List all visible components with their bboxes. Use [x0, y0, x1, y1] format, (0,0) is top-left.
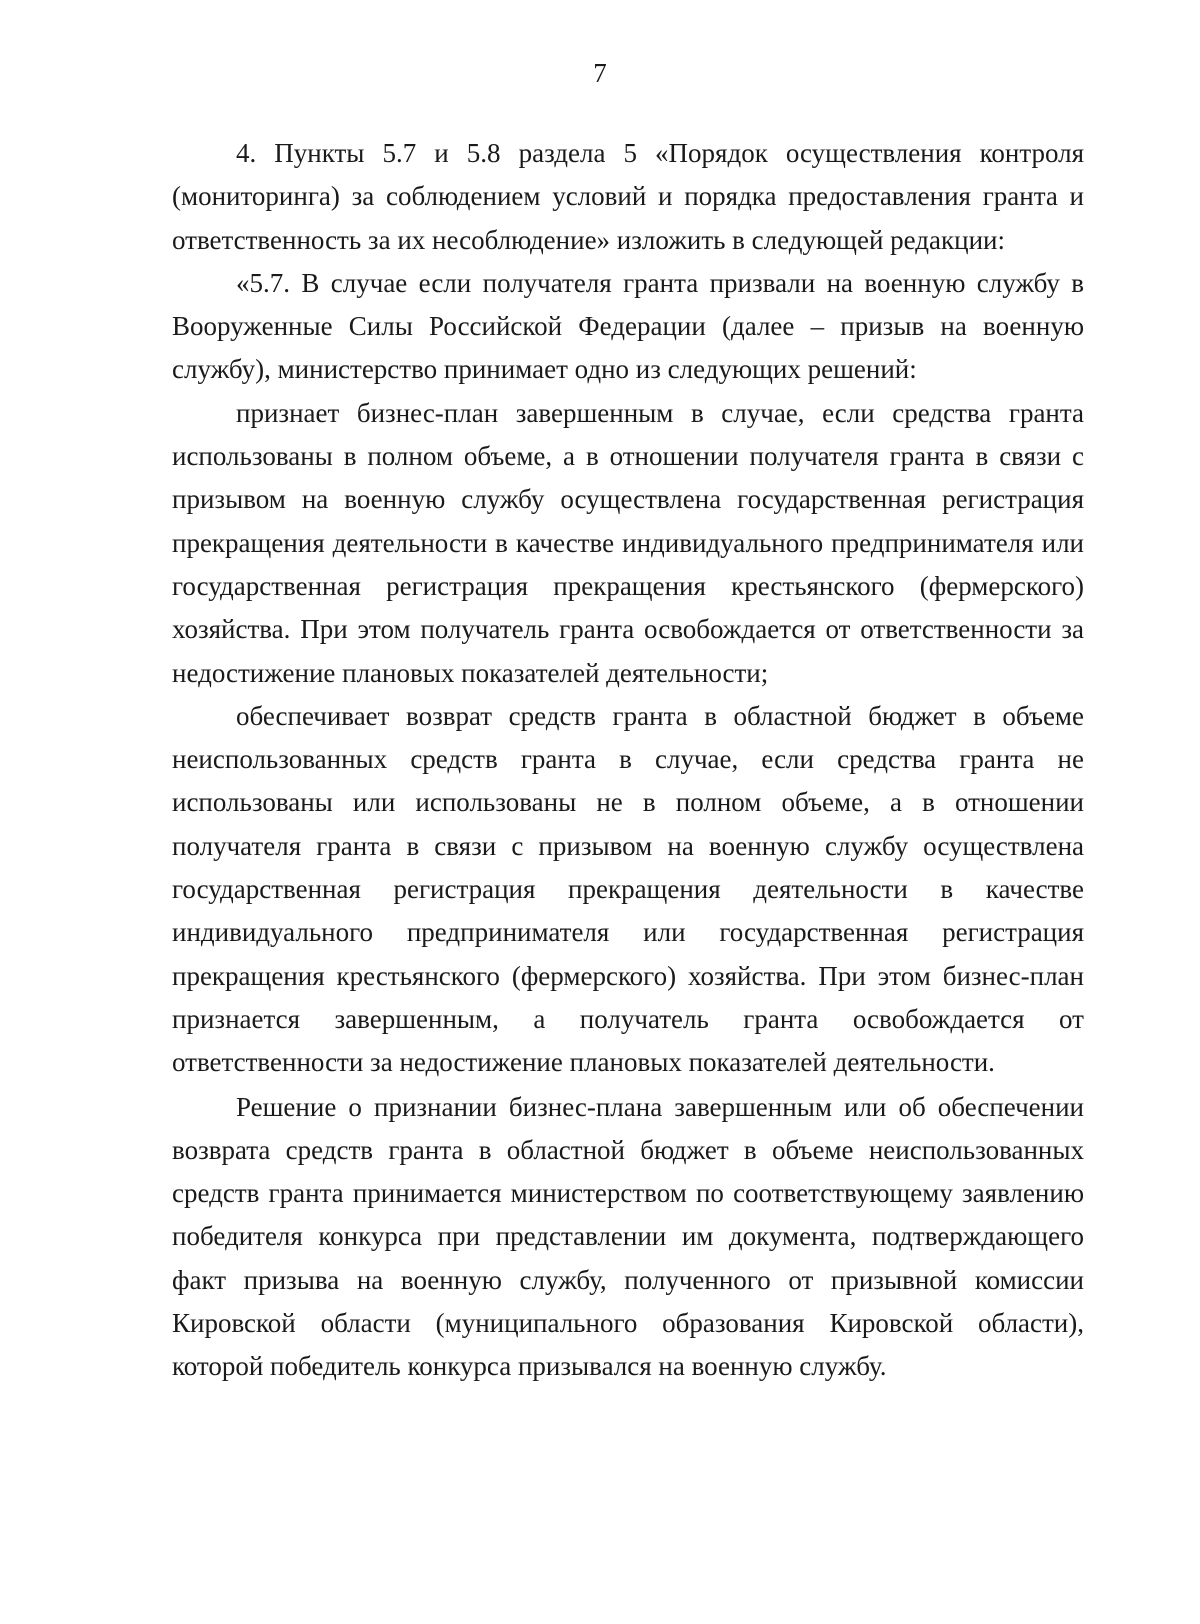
paragraph-decision-refund: обеспечивает возврат средств гранта в областной бюджет в объеме неиспользованных средств гранта в случае, если средства гранта не использованы или использованы не в полном объеме, а в отношении получателя гранта в связи с призывом на военную службу осуществлена государственная регистрация прекращения деятельности в качестве индивидуального предпринимателя или государственная регистрация прекращения крестьянского (фермерского) хозяйства. При этом бизнес-план признается завершенным, а получатель гранта освобождается от ответственности за недостижение плановых показателей деятельности.: [172, 700, 1084, 1078]
paragraph-5-7-intro: «5.7. В случае если получателя гранта призвали на военную службу в Вооруженные Силы Российской Федерации (далее – призыв на военную службу), министерство принимает одно из следующих решений:: [172, 267, 1084, 385]
paragraph-item-4: 4. Пункты 5.7 и 5.8 раздела 5 «Порядок осуществления контроля (мониторинга) за соблюдением условий и порядка предоставления гранта и ответственность за их несоблюдение» изложить в следующей редакции:: [172, 138, 1084, 255]
document-body: [172, 132, 1084, 1389]
page-number: 7: [593, 58, 607, 88]
paragraph-decision-procedure: Решение о признании бизнес-плана завершенным или об обеспечении возврата средств гранта в областной бюджет в объеме неиспользованных средств гранта принимается министерством по соответствующему заявлению победителя конкурса при представлении им документа, подтверждающего факт призыва на военную службу, полученного от призывной комиссии Кировской области (муниципального образования Кировской области), которой победитель конкурса призывался на военную службу.: [172, 1091, 1084, 1382]
paragraph-decision-completed: признает бизнес-план завершенным в случае, если средства гранта использованы в полном объеме, а в отношении получателя гранта в связи с призывом на военную службу осуществлена государственная регистрация прекращения деятельности в качестве индивидуального предпринимателя или государственная регистрация прекращения крестьянского (фермерского) хозяйства. При этом получатель гранта освобождается от ответственности за недостижение плановых показателей деятельности;: [172, 397, 1084, 688]
